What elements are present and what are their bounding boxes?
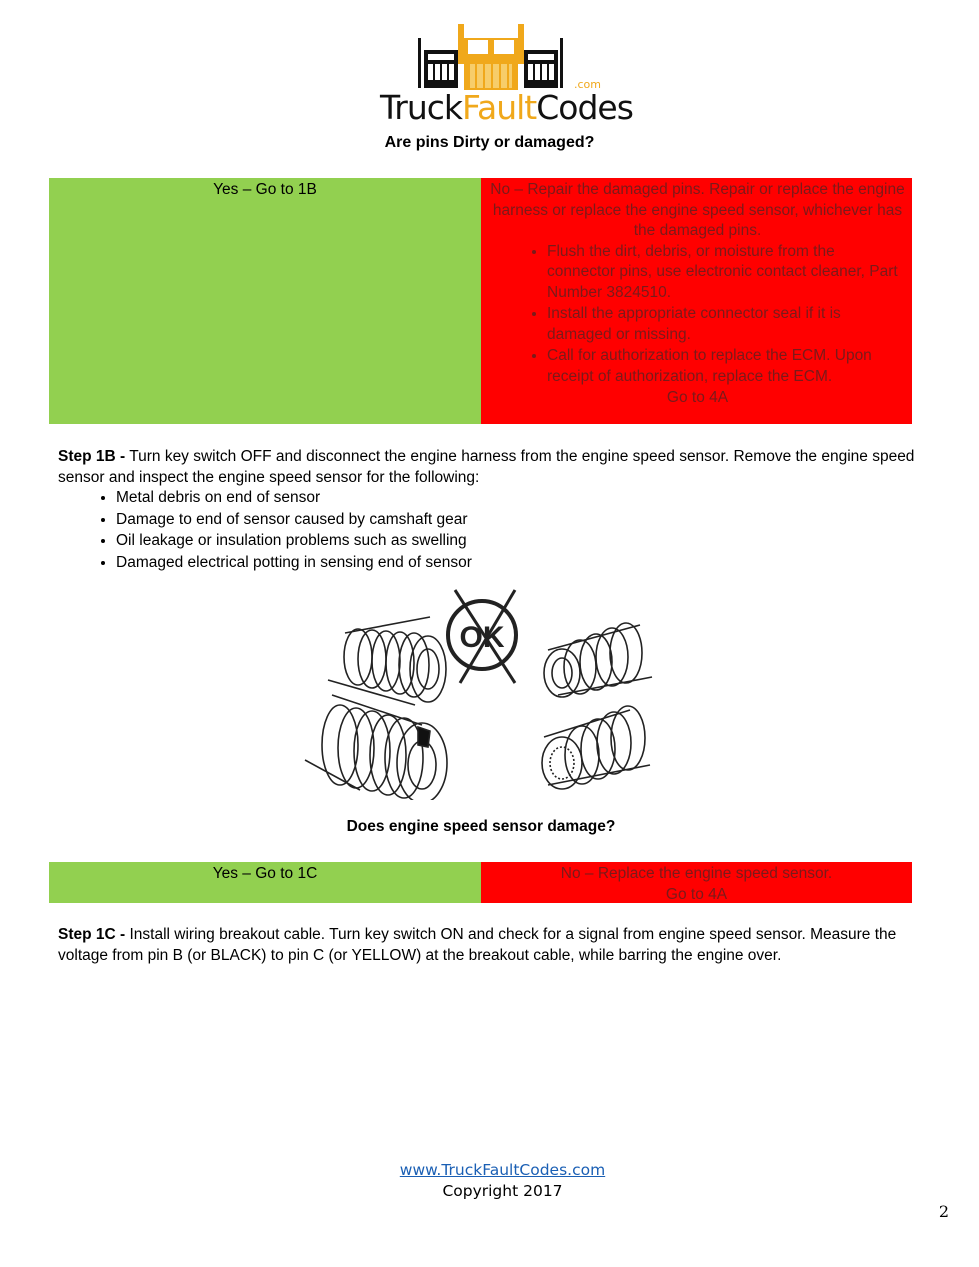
question-sensor: Does engine speed sensor damage? [346, 818, 616, 835]
step-1b [58, 447, 918, 488]
question-pins: Are pins Dirty or damaged? [384, 134, 595, 151]
no-cell [481, 862, 912, 903]
no-intro: No – Repair the damaged pins. Repair or replace the engine harness or replace the engine speed sensor, whichever has the damaged pins. [490, 181, 905, 239]
no-goto: Go to 4A [666, 389, 729, 406]
inspection-list [58, 487, 472, 573]
list-item: • Install the appropriate connector seal if it is damaged or missing. [547, 304, 906, 345]
page-number: 2 [938, 1202, 949, 1221]
yes-text: Yes – Go to 1C [212, 865, 318, 882]
list-item: • Damage to end of sensor caused by camshaft gear [116, 509, 472, 531]
step-label: Step 1C - [58, 926, 126, 943]
step-1c [58, 925, 918, 966]
no-bullets [489, 242, 906, 388]
list-item: • Oil leakage or insulation problems such as swelling [116, 530, 472, 552]
footer-link[interactable]: www.TruckFaultCodes.com [399, 1161, 606, 1179]
ok-label: OK [459, 621, 505, 654]
list-item: • Call for authorization to replace the ECM. Upon receipt of authorization, replace the ECM. [547, 346, 906, 387]
copyright: Copyright 2017 [442, 1182, 563, 1200]
step-label: Step 1B - [58, 448, 126, 465]
no-line-2: Go to 4A [665, 885, 728, 903]
brand-tld: .com [574, 78, 601, 91]
yes-text: Yes – Go to 1B [213, 181, 317, 198]
no-cell [481, 178, 912, 424]
sensor-damage-illustration [300, 585, 660, 800]
list-item: • Flush the dirt, debris, or moisture from the connector pins, use electronic contact cleaner, Part Number 3824510. [547, 242, 906, 304]
brand-wordmark: TruckFaultCodes [380, 88, 633, 127]
step-text: Turn key switch OFF and disconnect the engine harness from the engine speed sensor. Remove the engine speed sensor and inspect the engine speed sensor for the following: [58, 448, 915, 486]
yes-cell [49, 862, 481, 903]
list-item: • Metal debris on end of sensor [116, 487, 472, 509]
step-text: Install wiring breakout cable. Turn key switch ON and check for a signal from engine speed sensor. Measure the voltage from pin B (or BLACK) to pin C (or YELLOW) at the breakout cable, while barring the engine over. [58, 926, 897, 964]
yes-cell [49, 178, 481, 424]
no-line-1: No – Replace the engine speed sensor. [560, 865, 833, 882]
decision-table-1 [49, 178, 912, 424]
decision-table-2 [49, 862, 912, 903]
list-item: • Damaged electrical potting in sensing end of sensor [116, 552, 472, 574]
